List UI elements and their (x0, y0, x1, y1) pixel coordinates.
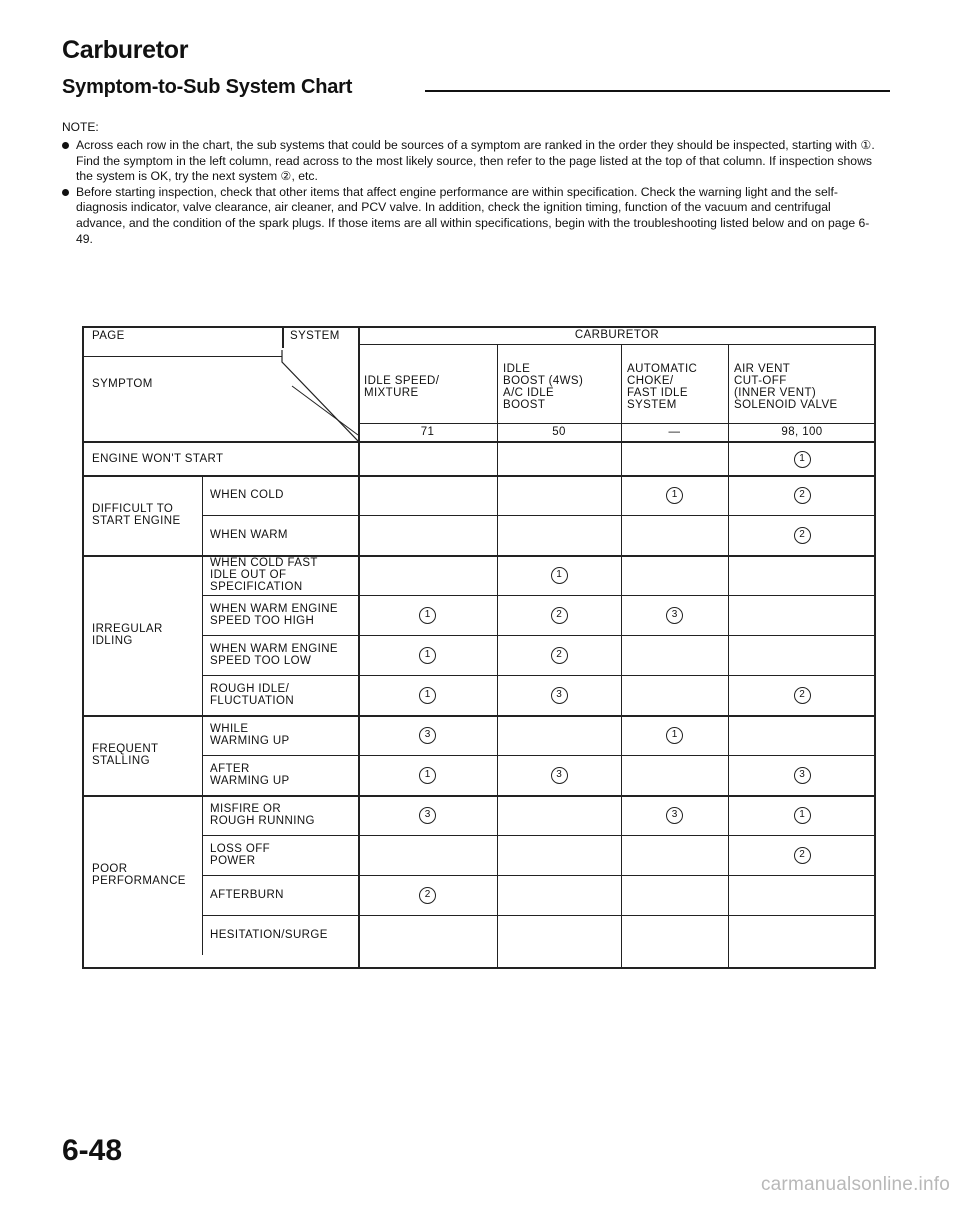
chart-subtitle: Symptom-to-Sub System Chart (62, 76, 353, 98)
column-label: AIR VENT CUT-OFF (INNER VENT) SOLENOID VALVE (734, 362, 838, 411)
rank-badge: 1 (666, 487, 683, 504)
condition-label: AFTER WARMING UP (210, 763, 290, 787)
rank-cell (358, 635, 497, 675)
symptom-group-label: POOR PERFORMANCE (92, 863, 186, 887)
rank-cell (728, 835, 876, 875)
rank-badge: 2 (794, 687, 811, 704)
rank-badge: 1 (551, 567, 568, 584)
symptom-group-label: ENGINE WON'T START (92, 453, 224, 465)
page-number: 6-48 (62, 1134, 123, 1167)
rank-badge: 1 (419, 647, 436, 664)
rank-cell (358, 755, 497, 795)
rank-cell (728, 675, 876, 715)
symptom-chart (82, 326, 876, 969)
corner-diagonal-line (292, 386, 358, 435)
rank-cell (621, 715, 728, 755)
rank-cell (728, 515, 876, 555)
condition-label: WHEN WARM (210, 529, 288, 541)
column-label: IDLE SPEED/ MIXTURE (364, 374, 440, 399)
rank-cell (358, 595, 497, 635)
page-title: Carburetor (62, 36, 189, 64)
group-header-underline (358, 344, 876, 345)
rank-cell (497, 675, 621, 715)
rank-badge: 1 (794, 807, 811, 824)
watermark: carmanualsonline.info (760, 1174, 950, 1195)
row-divider (202, 915, 876, 916)
note-item: Across each row in the chart, the sub systems that could be sources of a symptom are ranked in the order they should be inspected, starting with ①. Find the symptom in the left column, read across to the most likely source, then refer to the page listed at the top of that column. If inspection shows the system is OK, try the next system ②, etc. (62, 138, 882, 185)
condition-label: HESITATION/SURGE (210, 929, 328, 941)
corner-diagonal (82, 326, 358, 441)
rank-badge: 3 (551, 687, 568, 704)
symptom-group-label: IRREGULAR IDLING (92, 623, 163, 647)
rank-cell (728, 795, 876, 835)
rank-badge: 1 (794, 451, 811, 468)
column-page: 50 (552, 426, 566, 438)
rank-badge: 1 (419, 607, 436, 624)
rank-badge: 3 (666, 807, 683, 824)
condition-label: AFTERBURN (210, 889, 284, 901)
rank-badge: 1 (666, 727, 683, 744)
rank-badge: 2 (794, 527, 811, 544)
label-page-divider (358, 423, 876, 424)
rank-badge: 2 (419, 887, 436, 904)
rank-cell (358, 675, 497, 715)
condition-label: LOSS OFF POWER (210, 843, 271, 867)
corner-diagonal-line (282, 350, 358, 441)
symptom-group-label: FREQUENT STALLING (92, 743, 159, 767)
rank-badge: 2 (551, 647, 568, 664)
condition-label: WHEN WARM ENGINE SPEED TOO HIGH (210, 603, 338, 627)
corner-symptom-label: SYMPTOM (92, 378, 153, 390)
rank-cell (497, 635, 621, 675)
rank-cell (497, 595, 621, 635)
condition-label: WHILE WARMING UP (210, 723, 290, 747)
rank-cell (621, 795, 728, 835)
row-divider (202, 875, 876, 876)
rank-cell (358, 795, 497, 835)
rank-badge: 2 (551, 607, 568, 624)
group-header-carburetor: CARBURETOR (574, 329, 660, 341)
condition-label: WHEN WARM ENGINE SPEED TOO LOW (210, 643, 338, 667)
note-list (62, 138, 882, 247)
rank-badge: 3 (666, 607, 683, 624)
rank-badge: 2 (794, 487, 811, 504)
column-page: 71 (420, 426, 435, 438)
column-page: — (668, 426, 681, 438)
rank-cell (621, 475, 728, 515)
note-label: NOTE: (62, 120, 99, 134)
rank-cell (358, 875, 497, 915)
rank-badge: 1 (419, 767, 436, 784)
rank-badge: 3 (419, 807, 436, 824)
rank-cell (497, 755, 621, 795)
symptom-group-label: DIFFICULT TO START ENGINE (92, 503, 181, 527)
rank-badge: 3 (794, 767, 811, 784)
condition-label: MISFIRE OR ROUGH RUNNING (210, 803, 315, 827)
column-label: IDLE BOOST (4WS) A/C IDLE BOOST (503, 362, 584, 411)
rank-cell (728, 443, 876, 475)
condition-label: ROUGH IDLE/ FLUCTUATION (210, 683, 295, 707)
rank-cell (728, 755, 876, 795)
corner-page-label: PAGE (92, 330, 125, 342)
column-label: AUTOMATIC CHOKE/ FAST IDLE SYSTEM (627, 362, 698, 411)
rank-badge: 2 (794, 847, 811, 864)
rank-cell (728, 475, 876, 515)
rank-badge: 3 (551, 767, 568, 784)
rank-cell (621, 595, 728, 635)
rank-cell (497, 555, 621, 595)
subtitle-rule (425, 90, 890, 92)
column-page: 98, 100 (781, 426, 823, 438)
rank-badge: 1 (419, 687, 436, 704)
chart-border-bottom (82, 967, 876, 969)
condition-label: WHEN COLD (210, 489, 284, 501)
condition-label: WHEN COLD FAST IDLE OUT OF SPECIFICATION (210, 557, 318, 593)
rank-badge: 3 (419, 727, 436, 744)
corner-system-label: SYSTEM (290, 330, 340, 342)
rank-cell (358, 715, 497, 755)
note-item: Before starting inspection, check that other items that affect engine performance are within specification. Check the warning light and the self-diagnosis indicator, valve clearance, air cleaner, and PCV valve. In addition, check the ignition timing, function of the vacuum and centrifugal advance, and the condition of the spark plugs. If those items are all within specifications, begin with the troubleshooting listed below and on page 6-49. (62, 185, 882, 247)
